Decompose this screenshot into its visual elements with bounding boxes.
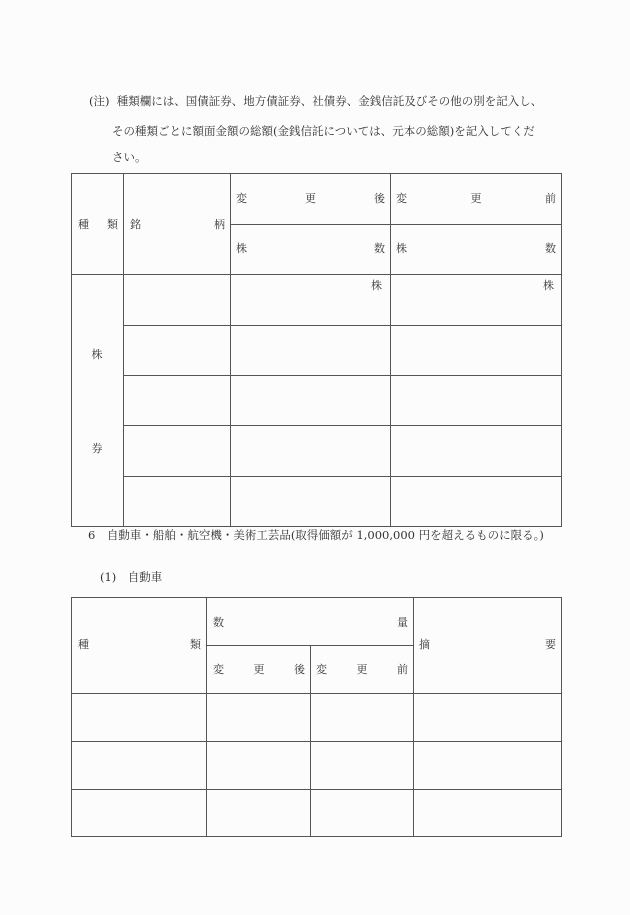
note-line-3 xyxy=(112,150,147,164)
t1-right-border xyxy=(561,173,562,527)
note-text-2: その種類ごとに額面金額の総額(金銭信託については、元本の総額)を記入してくだ xyxy=(112,124,535,138)
t1-bottom-border xyxy=(71,526,562,527)
t2-bottom-border xyxy=(71,836,562,837)
t1-header-shares-after: 株 数 xyxy=(236,242,385,255)
t1-header-before: 変 更 前 xyxy=(396,192,556,205)
t2-header-bottom xyxy=(71,693,562,694)
t1-row-line xyxy=(123,325,562,326)
t1-col-line xyxy=(123,173,124,527)
note-line-1 xyxy=(89,94,542,108)
t1-kind-value-2: 券 xyxy=(91,442,103,455)
t2-top-border xyxy=(71,597,562,598)
t1-header-bottom xyxy=(71,274,562,275)
t2-col-line xyxy=(413,597,414,837)
t2-row-line xyxy=(71,789,562,790)
t1-header-split xyxy=(230,224,562,225)
t1-header-kind: 種 類 xyxy=(78,218,118,231)
t1-kind-value-1: 株 xyxy=(91,348,103,361)
t1-row-line xyxy=(123,375,562,376)
t2-header-summary: 摘 要 xyxy=(419,638,556,651)
note-text-1: 種類欄には、国債証券、地方債証券、社債券、金銭信託及びその他の別を記入し、 xyxy=(116,94,543,108)
t1-top-border xyxy=(71,173,562,174)
t2-col-line xyxy=(206,597,207,837)
t1-unit-after: 株 xyxy=(371,279,382,292)
section-6-heading: 6 自動車・船舶・航空機・美術工芸品(取得価額が 1,000,000 円を超えるものに限る。) xyxy=(88,528,544,542)
t1-header-after: 変 更 後 xyxy=(236,192,385,205)
t1-col-line xyxy=(390,173,391,527)
t2-header-before: 変 更 前 xyxy=(316,663,408,676)
t1-row-line xyxy=(123,476,562,477)
t2-right-border xyxy=(561,597,562,837)
note-marker: (注) xyxy=(89,94,110,108)
section-6-sub-1: (1) 自動車 xyxy=(100,570,163,584)
t2-header-kind: 種 類 xyxy=(78,638,201,651)
t2-left-border xyxy=(71,597,72,837)
t2-header-after: 変 更 後 xyxy=(213,663,305,676)
t2-col-line xyxy=(310,645,311,837)
t1-header-brand: 銘 柄 xyxy=(130,218,225,231)
t1-unit-before: 株 xyxy=(543,279,554,292)
t1-col-line xyxy=(230,173,231,527)
t2-row-line xyxy=(71,741,562,742)
note-line-2 xyxy=(112,124,535,138)
t1-header-shares-before: 株 数 xyxy=(396,242,556,255)
note-text-3: さい。 xyxy=(112,150,147,164)
t1-row-line xyxy=(123,425,562,426)
t2-header-qty: 数 量 xyxy=(213,616,408,629)
